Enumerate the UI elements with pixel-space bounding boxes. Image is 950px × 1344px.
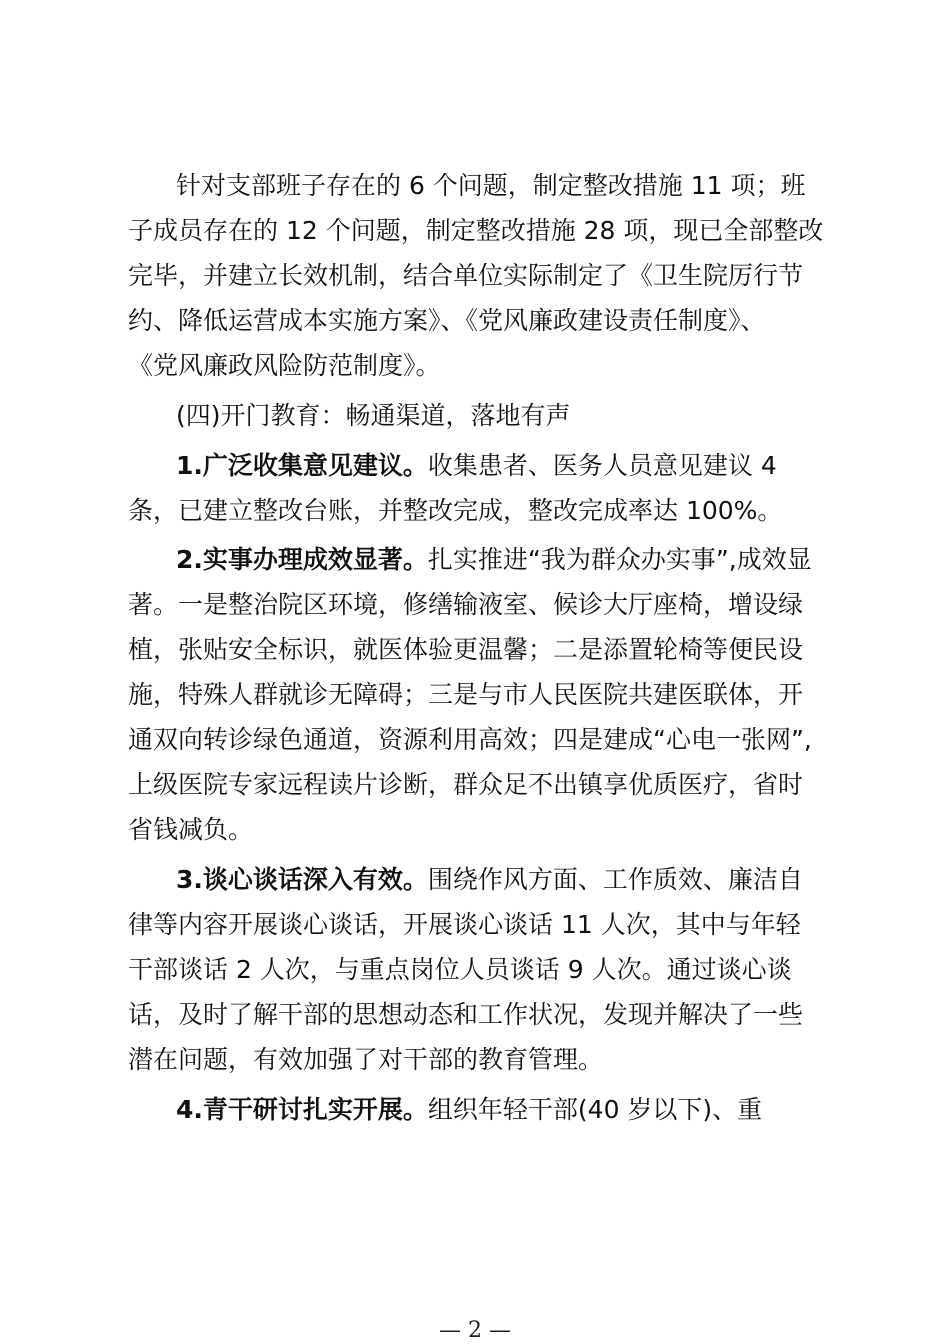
text-line [128,770,838,800]
text-line [176,1095,886,1125]
text-line [128,680,838,710]
text-line [128,306,838,336]
line-text: 完毕，并建立长效机制，结合单位实际制定了《卫生院厉行节 [128,261,804,290]
line-text: 收集患者、医务人员意见建议 4 [427,451,777,480]
text-line [128,351,838,381]
line-text: (四)开门教育：畅通渠道，落地有声 [176,401,571,430]
text-line [128,1045,838,1075]
line-text: 省钱减负。 [128,815,254,844]
text-line [128,635,838,665]
text-line [176,545,886,575]
line-text: 律等内容开展谈心谈话，开展谈心谈话 11 人次，其中与年轻 [128,910,801,939]
page-number: — 2 — [439,1318,511,1343]
line-text: 干部谈话 2 人次，与重点岗位人员谈话 9 人次。通过谈心谈 [128,955,792,984]
line-text: 针对支部班子存在的 6 个问题，制定整改措施 11 项；班 [176,171,806,200]
line-text: 条，已建立整改台账，并整改完成，整改完成率达 100%。 [128,496,783,525]
line-text: 著。一是整治院区环境，修缮输液室、候诊大厅座椅，增设绿 [128,590,804,619]
text-line [128,955,838,985]
line-text: 围绕作风方面、工作质效、廉洁自 [427,865,803,894]
line-text: 通双向转诊绿色通道，资源利用高效；四是建成“心电一张网”, [128,725,812,754]
line-text: 植，张贴安全标识，就医体验更温馨；二是添置轮椅等便民设 [128,635,804,664]
text-line [176,171,886,201]
line-text: 子成员存在的 12 个问题，制定整改措施 28 项，现已全部整改 [128,216,824,245]
line-text: 《党风廉政风险防范制度》。 [128,351,441,380]
line-text: 上级医院专家远程读片诊断，群众足不出镇享优质医疗，省时 [128,770,804,799]
line-text: 扎实推进“我为群众办实事”,成效显 [427,545,812,574]
section-heading: 2.实事办理成效显著。 [176,545,428,574]
section-heading: 4.青干研讨扎实开展。 [176,1095,428,1124]
line-text: 约、降低运营成本实施方案》、《党风廉政建设责任制度》、 [128,306,766,335]
section-heading: 3.谈心谈话深入有效。 [176,865,428,894]
text-line [128,496,838,526]
section-heading: 1.广泛收集意见建议。 [176,451,428,480]
text-line [128,1000,838,1030]
text-line [128,590,838,620]
text-line [128,261,838,291]
text-line [128,910,838,940]
line-text: 施，特殊人群就诊无障碍；三是与市人民医院共建医联体，开 [128,680,804,709]
text-line [128,216,838,246]
line-text: 话，及时了解干部的思想动态和工作状况，发现并解决了一些 [128,1000,804,1029]
text-line [176,451,886,481]
line-text: 潜在问题，有效加强了对干部的教育管理。 [128,1045,604,1074]
text-line [128,815,838,845]
line-text: 组织年轻干部(40 岁以下)、重 [427,1095,763,1124]
text-line [176,401,886,431]
text-line [176,865,886,895]
text-line [128,725,838,755]
